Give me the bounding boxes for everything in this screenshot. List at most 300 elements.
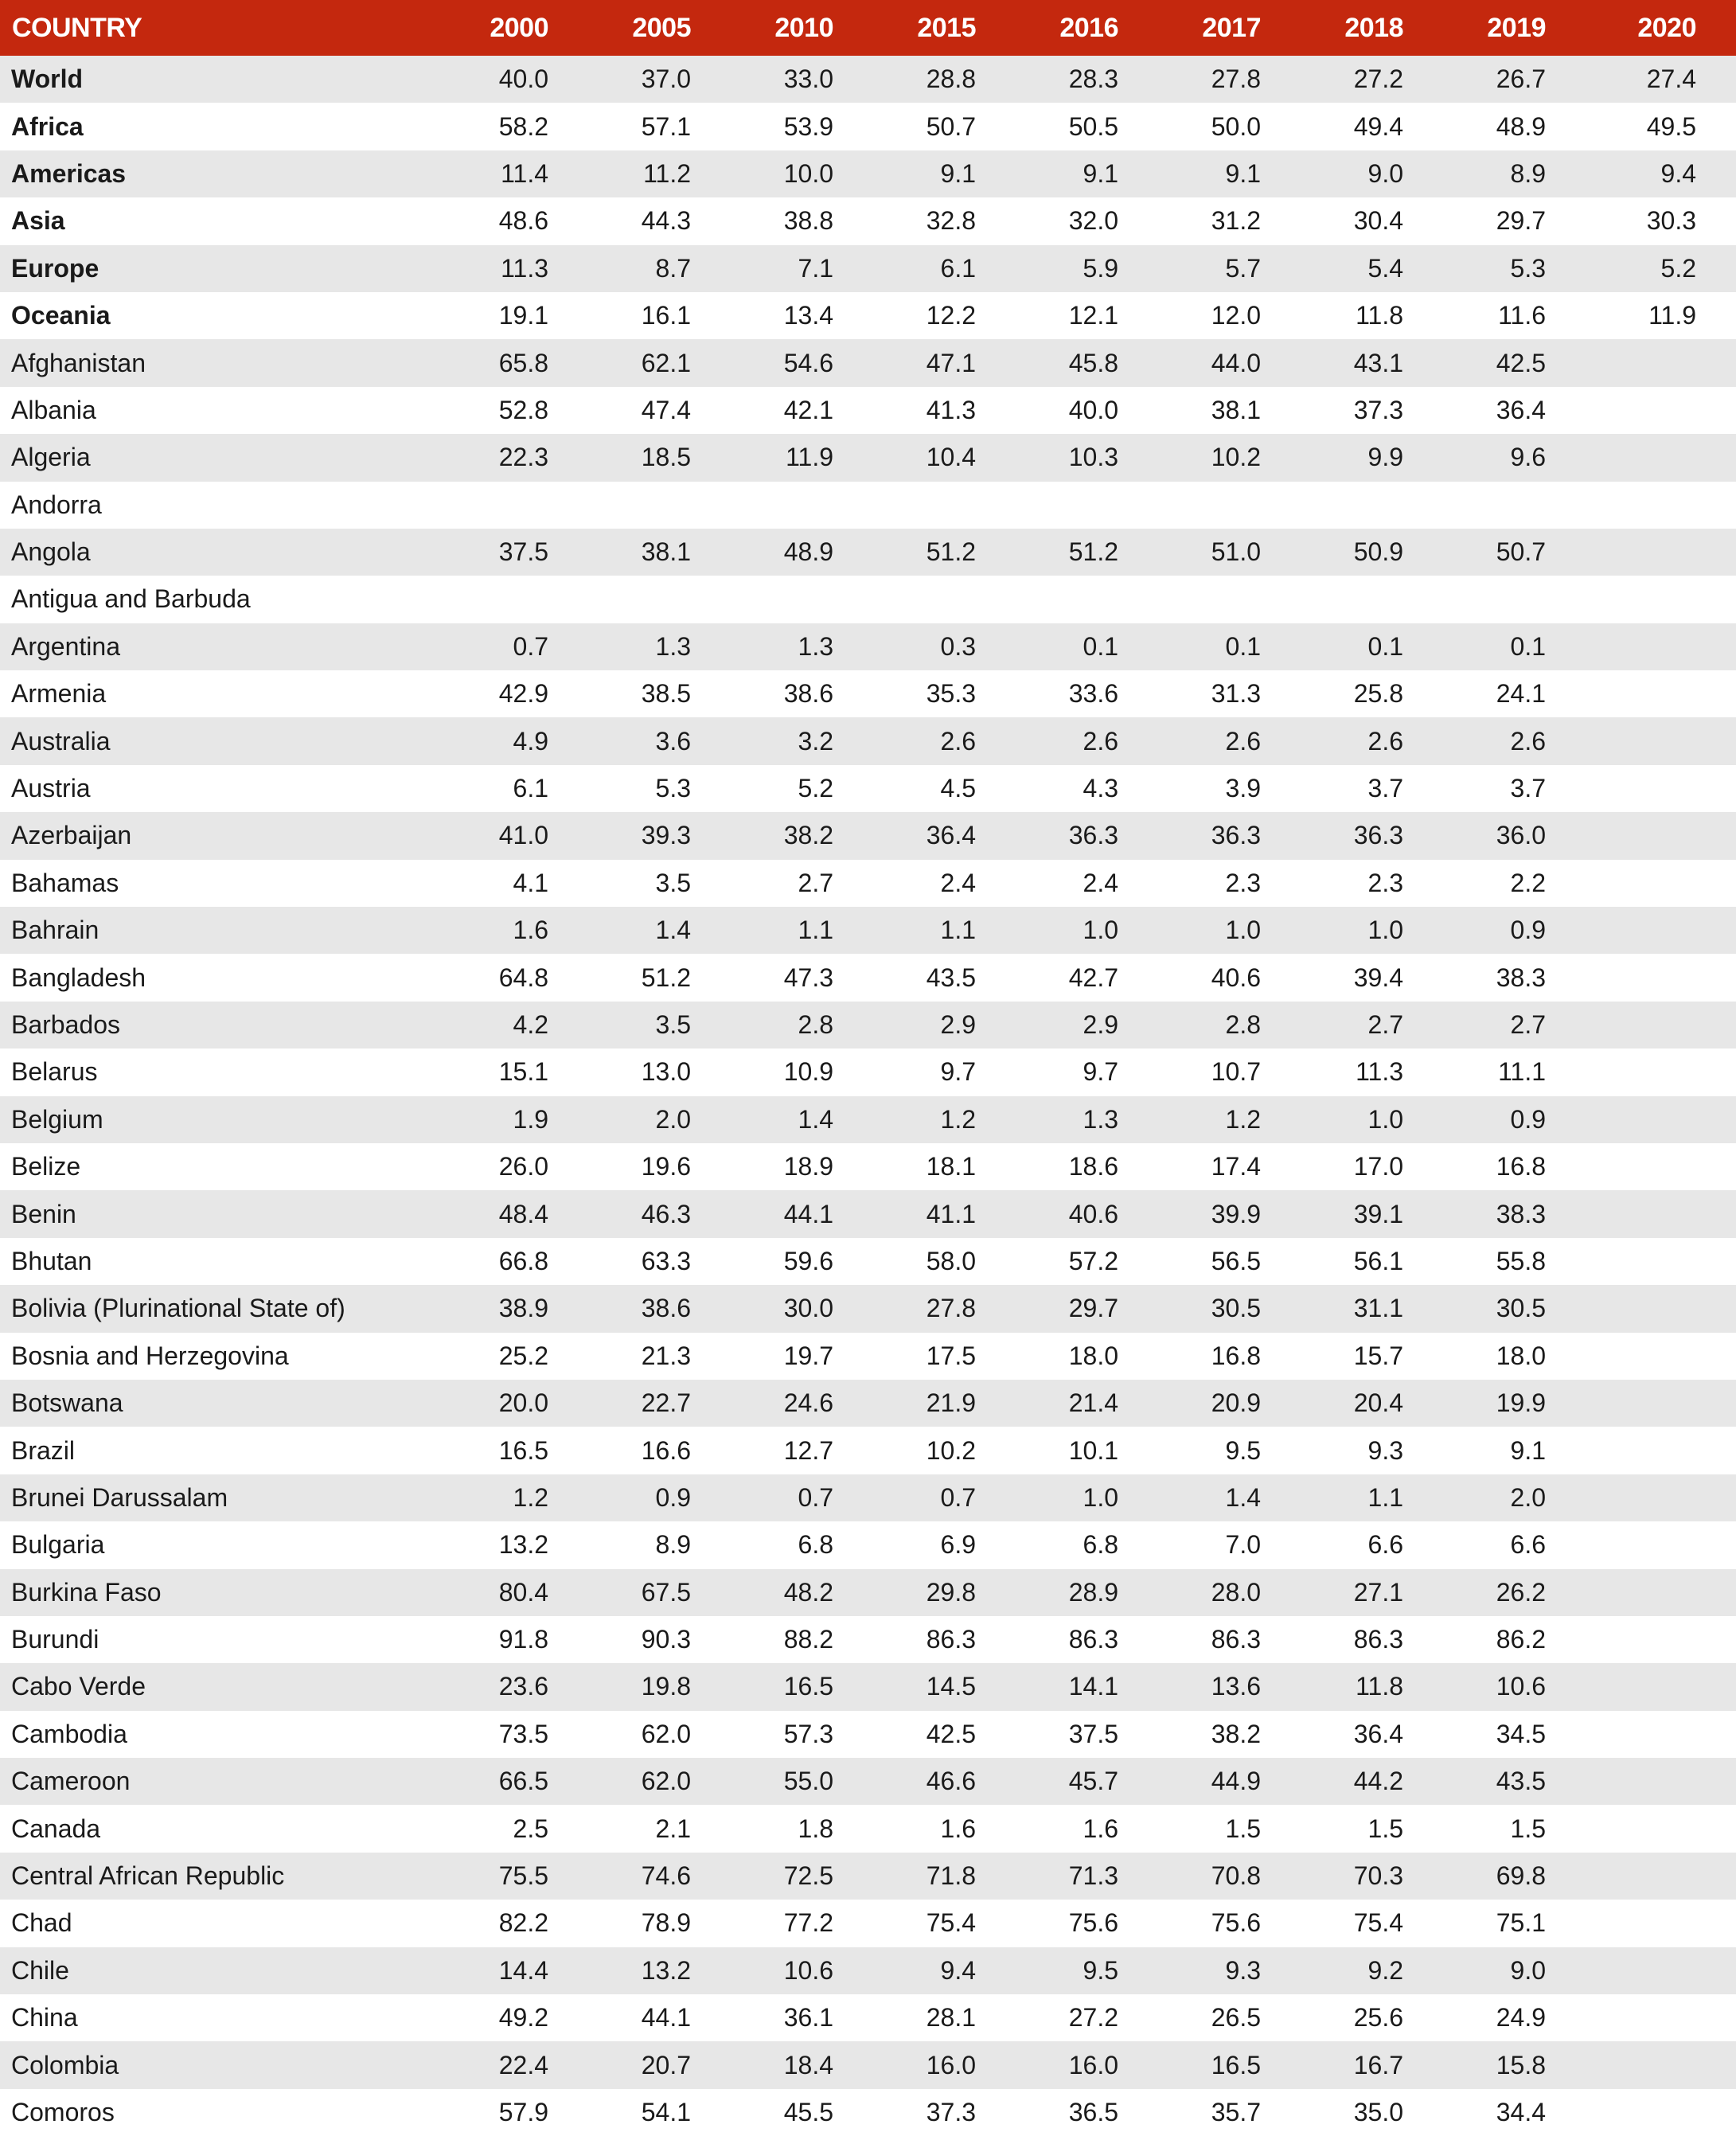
value-cell: 1.4 xyxy=(798,1104,833,1134)
value-cell: 31.1 xyxy=(1353,1294,1403,1323)
value-cell: 28.3 xyxy=(1068,64,1118,94)
value-cell: 36.1 xyxy=(783,2003,833,2033)
value-cell: 47.1 xyxy=(926,348,976,377)
value-cell: 11.1 xyxy=(1498,1057,1546,1087)
country-cell: Azerbaijan xyxy=(11,821,132,850)
value-cell: 0.9 xyxy=(1510,916,1546,945)
country-cell: Burkina Faso xyxy=(11,1577,162,1607)
country-cell: Asia xyxy=(11,206,65,236)
column-header-year: 2000 xyxy=(490,12,548,43)
value-cell: 10.4 xyxy=(926,443,976,472)
value-cell: 31.2 xyxy=(1211,206,1261,236)
value-cell: 57.9 xyxy=(498,2097,548,2126)
value-cell: 11.6 xyxy=(1498,301,1546,330)
value-cell: 30.3 xyxy=(1646,206,1696,236)
value-cell: 11.4 xyxy=(501,158,548,188)
value-cell: 5.2 xyxy=(798,774,833,803)
table-row xyxy=(0,1333,1736,1380)
table-row xyxy=(0,292,1736,339)
country-cell: Central African Republic xyxy=(11,1861,285,1891)
value-cell: 36.3 xyxy=(1353,821,1403,850)
table-row xyxy=(0,1048,1736,1095)
value-cell: 38.3 xyxy=(1496,1199,1546,1228)
value-cell: 5.9 xyxy=(1083,253,1118,283)
table-row xyxy=(0,954,1736,1001)
value-cell: 10.6 xyxy=(1496,1672,1546,1701)
value-cell: 15.8 xyxy=(1496,2050,1546,2079)
value-cell: 22.4 xyxy=(498,2050,548,2079)
value-cell: 66.5 xyxy=(498,1767,548,1796)
value-cell: 10.7 xyxy=(1211,1057,1261,1087)
value-cell: 27.2 xyxy=(1353,64,1403,94)
country-cell: Bolivia (Plurinational State of) xyxy=(11,1294,345,1323)
value-cell: 44.9 xyxy=(1211,1767,1261,1796)
value-cell: 18.5 xyxy=(641,443,691,472)
value-cell: 27.1 xyxy=(1353,1577,1403,1607)
table-header xyxy=(0,0,1736,56)
value-cell: 4.2 xyxy=(513,1010,548,1039)
value-cell: 4.9 xyxy=(513,726,548,756)
country-cell: Canada xyxy=(11,1814,101,1843)
value-cell: 58.2 xyxy=(498,111,548,141)
column-header-year: 2015 xyxy=(917,12,976,43)
value-cell xyxy=(1586,1474,1736,1521)
value-cell xyxy=(1586,1616,1736,1663)
table-row xyxy=(0,1143,1736,1190)
value-cell: 0.7 xyxy=(940,1482,976,1512)
value-cell: 6.1 xyxy=(513,774,548,803)
value-cell: 5.3 xyxy=(1510,253,1546,283)
value-cell: 37.5 xyxy=(498,537,548,567)
value-cell: 16.7 xyxy=(1353,2050,1403,2079)
table-row xyxy=(0,1900,1736,1947)
value-cell: 26.2 xyxy=(1496,1577,1546,1607)
value-cell: 36.3 xyxy=(1068,821,1118,850)
value-cell: 48.4 xyxy=(498,1199,548,1228)
value-cell: 1.3 xyxy=(798,631,833,661)
value-cell: 4.1 xyxy=(513,868,548,897)
value-cell: 24.1 xyxy=(1496,679,1546,709)
value-cell: 8.7 xyxy=(655,253,691,283)
value-cell: 7.1 xyxy=(798,253,833,283)
value-cell: 73.5 xyxy=(498,1719,548,1748)
value-cell: 1.4 xyxy=(1225,1482,1261,1512)
value-cell: 2.0 xyxy=(1510,1482,1546,1512)
value-cell: 9.2 xyxy=(1367,1955,1403,1985)
value-cell: 50.9 xyxy=(1353,537,1403,567)
value-cell xyxy=(873,482,1016,529)
table-row xyxy=(0,245,1736,292)
value-cell: 17.4 xyxy=(1211,1152,1261,1181)
value-cell xyxy=(1586,1900,1736,1947)
table-row xyxy=(0,1616,1736,1663)
value-cell: 3.2 xyxy=(798,726,833,756)
table-row xyxy=(0,434,1736,481)
value-cell: 54.1 xyxy=(641,2097,691,2126)
value-cell: 3.5 xyxy=(655,868,691,897)
value-cell: 27.2 xyxy=(1068,2003,1118,2033)
value-cell xyxy=(873,576,1016,623)
value-cell: 2.7 xyxy=(1367,1010,1403,1039)
value-cell: 8.9 xyxy=(655,1530,691,1560)
value-cell: 9.1 xyxy=(1083,158,1118,188)
value-cell: 1.2 xyxy=(940,1104,976,1134)
table-row xyxy=(0,2041,1736,2088)
country-cell: Bhutan xyxy=(11,1246,92,1275)
value-cell: 36.5 xyxy=(1068,2097,1118,2126)
value-cell: 56.5 xyxy=(1211,1246,1261,1275)
value-cell: 2.3 xyxy=(1367,868,1403,897)
value-cell: 29.7 xyxy=(1068,1294,1118,1323)
value-cell: 6.6 xyxy=(1510,1530,1546,1560)
value-cell: 78.9 xyxy=(641,1908,691,1938)
value-cell xyxy=(1586,860,1736,907)
value-cell: 6.9 xyxy=(940,1530,976,1560)
value-cell: 31.3 xyxy=(1211,679,1261,709)
value-cell: 1.5 xyxy=(1510,1814,1546,1843)
table-row xyxy=(0,1190,1736,1237)
value-cell: 7.0 xyxy=(1225,1530,1261,1560)
value-cell: 10.9 xyxy=(783,1057,833,1087)
value-cell: 13.0 xyxy=(641,1057,691,1087)
value-cell: 47.3 xyxy=(783,963,833,992)
value-cell: 44.1 xyxy=(641,2003,691,2033)
value-cell xyxy=(446,576,588,623)
country-cell: Burundi xyxy=(11,1625,99,1654)
value-cell: 12.0 xyxy=(1211,301,1261,330)
value-cell: 16.1 xyxy=(641,301,691,330)
country-cell: Barbados xyxy=(11,1010,120,1039)
value-cell: 38.8 xyxy=(783,206,833,236)
value-cell xyxy=(1016,482,1158,529)
value-cell: 9.5 xyxy=(1225,1435,1261,1465)
country-cell: Bahamas xyxy=(11,868,119,897)
value-cell xyxy=(1586,2089,1736,2136)
value-cell: 9.4 xyxy=(940,1955,976,1985)
value-cell: 47.4 xyxy=(641,395,691,424)
table-row xyxy=(0,1947,1736,1994)
value-cell xyxy=(1586,670,1736,717)
value-cell: 3.5 xyxy=(655,1010,691,1039)
value-cell xyxy=(1443,482,1586,529)
value-cell: 9.0 xyxy=(1510,1955,1546,1985)
value-cell: 9.6 xyxy=(1510,443,1546,472)
value-cell: 75.4 xyxy=(1353,1908,1403,1938)
value-cell: 22.3 xyxy=(498,443,548,472)
country-cell: Austria xyxy=(11,774,91,803)
value-cell: 62.0 xyxy=(641,1767,691,1796)
value-cell: 39.3 xyxy=(641,821,691,850)
value-cell: 1.4 xyxy=(655,916,691,945)
value-cell: 36.4 xyxy=(926,821,976,850)
value-cell: 1.1 xyxy=(798,916,833,945)
value-cell: 30.5 xyxy=(1496,1294,1546,1323)
value-cell: 18.1 xyxy=(926,1152,976,1181)
value-cell: 34.5 xyxy=(1496,1719,1546,1748)
value-cell xyxy=(1586,812,1736,859)
value-cell: 44.1 xyxy=(783,1199,833,1228)
value-cell: 48.6 xyxy=(498,206,548,236)
value-cell: 25.6 xyxy=(1353,2003,1403,2033)
country-cell: Comoros xyxy=(11,2097,115,2126)
value-cell: 2.9 xyxy=(1083,1010,1118,1039)
value-cell: 86.2 xyxy=(1496,1625,1546,1654)
value-cell: 2.6 xyxy=(1367,726,1403,756)
column-header-year: 2018 xyxy=(1344,12,1403,43)
value-cell: 67.5 xyxy=(641,1577,691,1607)
column-header-year: 2010 xyxy=(774,12,833,43)
value-cell: 57.2 xyxy=(1068,1246,1118,1275)
column-header-year: 2017 xyxy=(1202,12,1261,43)
value-cell: 9.1 xyxy=(1225,158,1261,188)
value-cell: 55.8 xyxy=(1496,1246,1546,1275)
value-cell: 5.3 xyxy=(655,774,691,803)
table-row xyxy=(0,103,1736,150)
value-cell: 6.8 xyxy=(798,1530,833,1560)
table-row xyxy=(0,1711,1736,1758)
value-cell: 35.0 xyxy=(1353,2097,1403,2126)
value-cell: 11.8 xyxy=(1356,301,1403,330)
table-row xyxy=(0,1238,1736,1285)
column-header-year: 2016 xyxy=(1059,12,1118,43)
value-cell: 21.3 xyxy=(641,1341,691,1370)
value-cell: 57.1 xyxy=(641,111,691,141)
value-cell: 38.9 xyxy=(498,1294,548,1323)
value-cell: 21.4 xyxy=(1068,1388,1118,1418)
table-row xyxy=(0,2089,1736,2136)
country-cell: Colombia xyxy=(11,2050,119,2079)
country-cell: Angola xyxy=(11,537,91,567)
value-cell: 70.3 xyxy=(1353,1861,1403,1891)
value-cell: 49.5 xyxy=(1646,111,1696,141)
value-cell: 51.0 xyxy=(1211,537,1261,567)
value-cell: 12.7 xyxy=(783,1435,833,1465)
country-cell: Americas xyxy=(11,158,127,188)
value-cell xyxy=(731,576,873,623)
country-cell: Algeria xyxy=(11,443,91,472)
value-cell: 35.7 xyxy=(1211,2097,1261,2126)
value-cell: 38.1 xyxy=(1211,395,1261,424)
value-cell: 75.6 xyxy=(1211,1908,1261,1938)
value-cell: 11.2 xyxy=(643,158,691,188)
value-cell: 14.1 xyxy=(1068,1672,1118,1701)
value-cell: 13.2 xyxy=(641,1955,691,1985)
value-cell xyxy=(1586,1048,1736,1095)
country-cell: Bahrain xyxy=(11,916,99,945)
value-cell: 0.1 xyxy=(1367,631,1403,661)
value-cell: 86.3 xyxy=(926,1625,976,1654)
value-cell: 41.3 xyxy=(926,395,976,424)
value-cell: 11.3 xyxy=(501,253,548,283)
country-cell: China xyxy=(11,2003,78,2033)
table-row xyxy=(0,765,1736,812)
value-cell xyxy=(1586,1805,1736,1852)
value-cell: 48.9 xyxy=(783,537,833,567)
value-cell: 36.4 xyxy=(1496,395,1546,424)
value-cell xyxy=(1586,1380,1736,1427)
country-cell: Bosnia and Herzegovina xyxy=(11,1341,289,1370)
value-cell: 28.9 xyxy=(1068,1577,1118,1607)
table-body xyxy=(0,56,1736,2136)
value-cell: 30.5 xyxy=(1211,1294,1261,1323)
value-cell xyxy=(1586,1521,1736,1568)
value-cell: 1.3 xyxy=(1083,1104,1118,1134)
value-cell: 18.4 xyxy=(783,2050,833,2079)
value-cell: 50.7 xyxy=(926,111,976,141)
value-cell: 37.0 xyxy=(641,64,691,94)
value-cell: 59.6 xyxy=(783,1246,833,1275)
value-cell: 1.9 xyxy=(513,1104,548,1134)
value-cell: 2.3 xyxy=(1225,868,1261,897)
table-row xyxy=(0,1994,1736,2041)
table-row xyxy=(0,907,1736,954)
value-cell: 42.5 xyxy=(926,1719,976,1748)
value-cell: 19.7 xyxy=(783,1341,833,1370)
value-cell: 38.5 xyxy=(641,679,691,709)
value-cell: 39.9 xyxy=(1211,1199,1261,1228)
value-cell: 38.1 xyxy=(641,537,691,567)
country-cell: Afghanistan xyxy=(11,348,146,377)
column-header-country: COUNTRY xyxy=(12,12,142,43)
value-cell: 52.8 xyxy=(498,395,548,424)
value-cell: 1.0 xyxy=(1367,916,1403,945)
value-cell: 14.5 xyxy=(926,1672,976,1701)
value-cell xyxy=(1586,387,1736,434)
value-cell: 5.4 xyxy=(1367,253,1403,283)
value-cell: 42.9 xyxy=(498,679,548,709)
table-row xyxy=(0,860,1736,907)
value-cell xyxy=(1586,1333,1736,1380)
value-cell: 1.5 xyxy=(1225,1814,1261,1843)
value-cell: 24.6 xyxy=(783,1388,833,1418)
value-cell: 0.1 xyxy=(1083,631,1118,661)
value-cell: 30.4 xyxy=(1353,206,1403,236)
value-cell: 38.3 xyxy=(1496,963,1546,992)
table-row xyxy=(0,1427,1736,1474)
value-cell: 19.1 xyxy=(498,301,548,330)
value-cell: 2.9 xyxy=(940,1010,976,1039)
value-cell: 16.0 xyxy=(926,2050,976,2079)
table-row xyxy=(0,812,1736,859)
value-cell: 2.4 xyxy=(940,868,976,897)
value-cell: 82.2 xyxy=(498,1908,548,1938)
value-cell xyxy=(446,482,588,529)
value-cell: 9.5 xyxy=(1083,1955,1118,1985)
value-cell: 9.0 xyxy=(1367,158,1403,188)
value-cell: 51.2 xyxy=(1068,537,1118,567)
value-cell: 16.5 xyxy=(783,1672,833,1701)
value-cell xyxy=(1586,1002,1736,1048)
value-cell: 77.2 xyxy=(783,1908,833,1938)
country-cell: Benin xyxy=(11,1199,76,1228)
value-cell xyxy=(1586,2041,1736,2088)
value-cell: 66.8 xyxy=(498,1246,548,1275)
value-cell: 49.4 xyxy=(1353,111,1403,141)
header-row xyxy=(0,0,1736,56)
table-row xyxy=(0,1569,1736,1616)
value-cell: 62.0 xyxy=(641,1719,691,1748)
value-cell: 41.1 xyxy=(926,1199,976,1228)
value-cell: 15.7 xyxy=(1353,1341,1403,1370)
value-cell: 88.2 xyxy=(783,1625,833,1654)
value-cell: 37.5 xyxy=(1068,1719,1118,1748)
value-cell: 42.7 xyxy=(1068,963,1118,992)
value-cell xyxy=(1586,529,1736,576)
table-row xyxy=(0,1002,1736,1048)
value-cell: 16.0 xyxy=(1068,2050,1118,2079)
value-cell: 42.1 xyxy=(783,395,833,424)
value-cell: 9.3 xyxy=(1225,1955,1261,1985)
value-cell: 32.8 xyxy=(926,206,976,236)
value-cell: 1.0 xyxy=(1083,1482,1118,1512)
value-cell: 56.1 xyxy=(1353,1246,1403,1275)
value-cell: 43.5 xyxy=(1496,1767,1546,1796)
value-cell xyxy=(1586,1285,1736,1332)
value-cell: 91.8 xyxy=(498,1625,548,1654)
value-cell: 12.1 xyxy=(1068,301,1118,330)
table-row xyxy=(0,717,1736,764)
value-cell xyxy=(1586,1711,1736,1758)
value-cell: 86.3 xyxy=(1068,1625,1118,1654)
table-row xyxy=(0,387,1736,434)
value-cell: 0.1 xyxy=(1225,631,1261,661)
table-row xyxy=(0,482,1736,529)
country-cell: Chad xyxy=(11,1908,72,1938)
value-cell: 13.4 xyxy=(783,301,833,330)
value-cell: 40.6 xyxy=(1211,963,1261,992)
value-cell: 0.9 xyxy=(1510,1104,1546,1134)
value-cell: 27.4 xyxy=(1646,64,1696,94)
country-cell: Chile xyxy=(11,1955,69,1985)
value-cell: 27.8 xyxy=(926,1294,976,1323)
table-row xyxy=(0,1096,1736,1143)
value-cell: 1.3 xyxy=(655,631,691,661)
value-cell xyxy=(1586,1427,1736,1474)
table-row xyxy=(0,56,1736,103)
value-cell: 30.0 xyxy=(783,1294,833,1323)
value-cell: 57.3 xyxy=(783,1719,833,1748)
value-cell: 10.6 xyxy=(783,1955,833,1985)
value-cell: 16.6 xyxy=(641,1435,691,1465)
value-cell: 13.2 xyxy=(498,1530,548,1560)
value-cell: 19.6 xyxy=(641,1152,691,1181)
value-cell: 18.0 xyxy=(1496,1341,1546,1370)
value-cell: 0.1 xyxy=(1510,631,1546,661)
value-cell: 2.2 xyxy=(1510,868,1546,897)
value-cell: 10.2 xyxy=(1211,443,1261,472)
value-cell: 29.7 xyxy=(1496,206,1546,236)
value-cell: 44.0 xyxy=(1211,348,1261,377)
value-cell: 48.9 xyxy=(1496,111,1546,141)
country-cell: Cambodia xyxy=(11,1719,127,1748)
value-cell: 3.7 xyxy=(1510,774,1546,803)
value-cell: 11.3 xyxy=(1356,1057,1403,1087)
value-cell: 12.2 xyxy=(926,301,976,330)
country-cell: Argentina xyxy=(11,631,120,661)
country-cell: Andorra xyxy=(11,490,102,519)
value-cell: 1.6 xyxy=(1083,1814,1118,1843)
country-cell: Cabo Verde xyxy=(11,1672,146,1701)
country-cell: Bangladesh xyxy=(11,963,146,992)
value-cell xyxy=(1586,434,1736,481)
table-row xyxy=(0,197,1736,244)
value-cell: 2.7 xyxy=(1510,1010,1546,1039)
value-cell: 20.4 xyxy=(1353,1388,1403,1418)
table-row xyxy=(0,1663,1736,1710)
value-cell: 23.6 xyxy=(498,1672,548,1701)
value-cell xyxy=(1586,1947,1736,1994)
country-cell: Belarus xyxy=(11,1057,98,1087)
